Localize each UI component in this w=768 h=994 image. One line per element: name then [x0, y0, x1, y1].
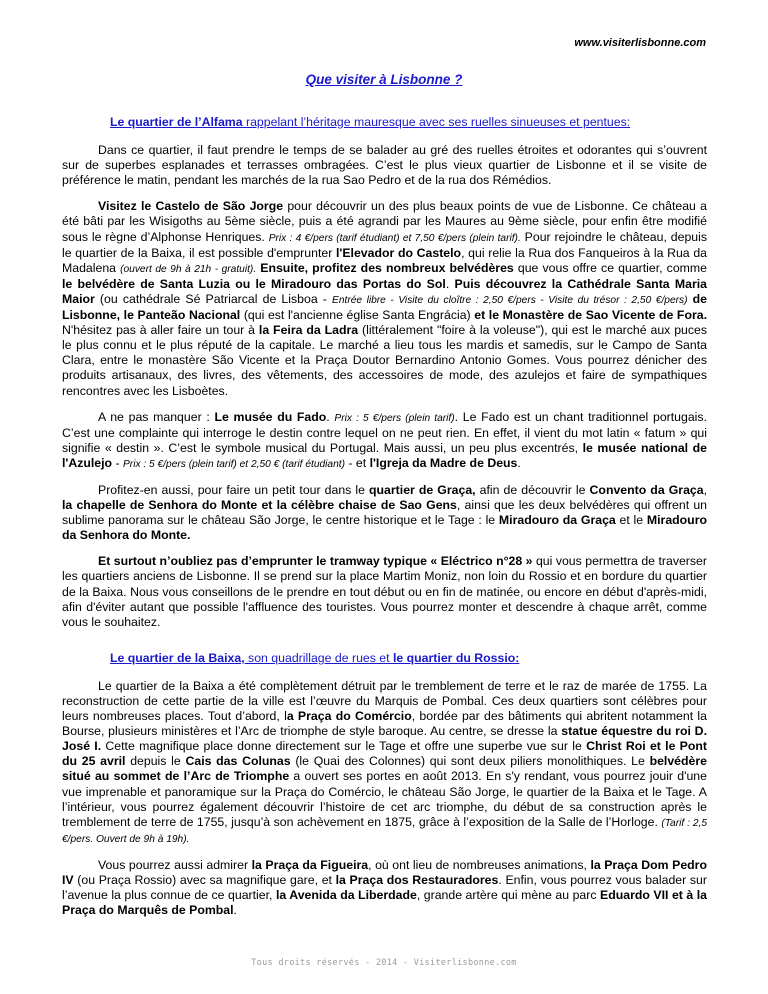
heading-bold: Le quartier de l’Alfama — [110, 115, 243, 129]
text-bold: Puis découvrez la Cathédrale Santa Maria Maior — [62, 276, 708, 306]
text-bold: Eduardo VII et à la Praça do Marquês de Pombal — [62, 888, 708, 918]
text: et le — [615, 513, 647, 528]
text: (ou cathédrale Sé Patriarcal de Lisboa - — [94, 291, 333, 306]
text: a ouvert ses portes en août 2013. En s'y rendant, vous pourrez jouir d'une vue imprenable et panoramique sur la Praça do Comércio, le château São Jorge, le quartier de la Baixa et le Tage. A l’intérieur, vous pourrez également découvrir l’histoire de cet arc triomphe, du début de sa construction après le tremblement de terre de 1755, jusqu’à son achèvement en 1875, grâce à l’exposition de la Salle de l’Horloge. — [62, 769, 707, 829]
paragraph-places — [62, 858, 707, 918]
text: pour découvrir un des plus beaux points de vue de Lisbonne. Ce château a été bâti par les Wisigoths au 5ème siècle, puis a été agrandi par les Maures au 9ème siècle, pour enfin être modifié sous le règne d’Alphonse Henriques. — [62, 199, 707, 244]
text-bold: Miradouro da Graça — [498, 513, 616, 528]
text-bold: Miradouro da Senhora do Monte. — [62, 513, 707, 543]
text: N'hésitez pas à aller faire un tour à — [62, 323, 259, 338]
heading-rest: son quadrillage de rues et — [244, 650, 393, 665]
text-bold: Convento da Graça — [589, 482, 704, 497]
text: , où ont lieu de nombreuses animations, — [368, 857, 591, 872]
text: A ne pas manquer : — [98, 409, 215, 424]
text: (le Quai des Colonnes) qui sont deux piliers monolithiques. Le — [290, 754, 650, 769]
price-note: (Tarif : 2,5 €/pers. Ouvert de 9h à 19h). — [62, 817, 707, 845]
text-bold: la Praça dos Restauradores — [335, 873, 499, 888]
text-bold: de Lisbonne, le Panteão Nacional — [62, 291, 707, 323]
price-note: Prix : 4 €/pers (tarif étudiant) et 7,50 €/pers (plein tarif). — [268, 232, 521, 244]
text-bold: belvédère situé au sommet de l’Arc de Triomphe — [62, 754, 707, 784]
text: (qui est l'ancienne église Santa Engrácia) — [240, 308, 475, 323]
text: , qui relie la Rua dos Fanqueiros à la Rua da Madalena — [62, 245, 707, 275]
text-bold: la Praça da Figueira — [251, 857, 369, 872]
text-bold: Le musée du Fado — [214, 409, 327, 424]
text: Cette magnifique place donne directement sur le Tage et offre une superbe vue sur le — [101, 739, 587, 754]
text: Profitez-en aussi, pour faire un petit tour dans le — [98, 482, 370, 497]
section-heading-alfama — [62, 115, 707, 130]
heading-bold: le quartier du Rossio: — [392, 650, 520, 665]
text: - — [112, 455, 124, 470]
paragraph-baixa — [62, 679, 707, 847]
text: Le quartier de la Baixa a été complètement détruit par le tremblement de terre et le raz de marée de 1755. La reconstruction de cette partie de la ville est l’œuvre du Marquis de Pombal. Ces deux quartiers sont célèbres pour leurs nombreuses places. Tout d’abord, l — [62, 678, 707, 724]
price-note: Prix : 5 €/pers (plein tarif) — [334, 412, 455, 424]
text: . Enfin, vous pourrez vous balader sur l’avenue la plus connue de ce quartier, — [62, 873, 707, 903]
text: . Le Fado est un chant traditionnel portugais. C’est une complainte qui interroge le destin contre lequel on ne peut rien. En effet, il vient du mot latin « fatum » qui signifie « destin ». C’est le symbole musical du Portugal. Mais aussi, un peu plus excentrés, — [62, 409, 707, 455]
paragraph-alfama-intro: Dans ce quartier, il faut prendre le temps de se balader au gré des ruelles étroites et odorantes qui s’ouvrent sur de superbes esplanades et terrasses ombragées. C’est le plus vieux quartier de Lisbonne et il se visite de préférence le matin, pendant les marchés de la rua Sao Pedro et de la rua dos Rémédios. — [62, 143, 707, 188]
text: - et — [344, 455, 370, 470]
text: , — [703, 482, 708, 497]
hours-note: (ouvert de 9h à 21h - gratuit). — [120, 263, 257, 275]
page-title: Que visiter à Lisbonne ? — [305, 72, 463, 87]
text-bold: Visitez le Castelo de São Jorge — [98, 199, 284, 214]
text: . — [445, 276, 455, 291]
paragraph-castelo — [62, 199, 707, 398]
text: depuis le — [125, 754, 186, 769]
paragraph-graca — [62, 483, 707, 543]
text-bold: la Feira da Ladra — [258, 323, 359, 338]
text: . — [233, 903, 237, 918]
document-body — [62, 115, 707, 929]
text: (littéralement "foire à la voleuse"), qui est le marché aux puces le plus connu et le plus réputé de la capitale. Le marché a lieu tous les mardis et samedis, sur le Campo de Santa Clara, entre le monastère São Vicente et la Praça Doutor Bernardino Antonio Gomes. Vous pourrez dénicher des produits artisanaux, des livres, des vêtements, des accessoires de mode, des azulejos et faire de sympathiques rencontres avec les Lisboètes. — [62, 323, 708, 398]
heading-link — [110, 115, 630, 129]
heading-link — [110, 651, 519, 665]
text-bold: la Avenida da Liberdade — [275, 888, 417, 903]
text-bold: le musée national de l'Azulejo — [62, 440, 707, 470]
paragraph-tramway — [62, 554, 707, 629]
text-bold: le belvédère de Santa Luzia ou le Miradouro das Portas do Sol — [62, 276, 446, 291]
text-bold: a Praça do Comércio — [286, 709, 412, 724]
heading-rest: rappelant l’héritage mauresque avec ses ruelles sinueuses et pentues: — [242, 115, 631, 129]
text: , grande artère qui mène au parc — [416, 888, 601, 903]
text: que vous offre ce quartier, comme — [513, 260, 707, 275]
text: , bordée par des bâtiments qui abritent notamment la Bourse, plusieurs ministères et l’Arc de triomphe de style baroque. Au centre, se dresse la — [62, 709, 707, 739]
text: afin de découvrir le — [475, 482, 590, 497]
text-bold: statue équestre du roi D. José I. — [62, 724, 707, 754]
text: Vous pourrez aussi admirer — [98, 857, 252, 872]
text-bold: et le Monastère de Sao Vicente de Fora. — [474, 308, 707, 323]
paragraph-fado — [62, 410, 707, 472]
text-bold: quartier de Graça, — [369, 482, 476, 497]
text: , ainsi que les deux belvédères qui offrent un sublime panorama sur le château São Jorge, le centre historique et le Tage : le — [62, 498, 708, 528]
price-note: Prix : 5 €/pers (plein tarif) et 2,50 € (tarif étudiant) — [123, 458, 345, 470]
text: . — [517, 455, 521, 470]
text-bold: l'Elevador do Castelo — [335, 245, 462, 260]
text-bold: Christ Roi et le Pont du 25 avril — [62, 739, 707, 769]
heading-bold: Le quartier de la Baixa, — [110, 650, 245, 665]
text: . — [326, 409, 335, 424]
price-note: Entrée libre - Visite du cloître : 2,50 €/pers - Visite du trésor : 2,50 €/pers) — [332, 294, 688, 306]
text: qui vous permettra de traverser les quartiers anciens de Lisbonne. Il se prend sur la place Martim Moniz, non loin du Rossio et en bordure du quartier de la Baixa. Nous vous conseillons de le prendre en tout début ou en fin de matinée, ou encore en début d'après-midi, afin d'éviter autant que possible l'affluence des touristes. Vous pourrez monter et descendre à chaque arrêt, comme vous le souhaitez. — [62, 554, 707, 629]
site-url-header: www.visiterlisbonne.com — [574, 37, 706, 49]
text-bold: Et surtout n’oubliez pas d’emprunter le tramway typique « Eléctrico n°28 » — [98, 554, 533, 569]
text: Pour rejoindre le château, depuis le quartier de la Baixa, il est possible d'emprunter — [62, 229, 707, 260]
text-bold: la Praça Dom Pedro IV — [62, 857, 707, 888]
text-bold: Cais das Colunas — [185, 754, 291, 769]
footer-copyright: Tous droits réservés - 2014 - Visiterlisbonne.com — [251, 958, 517, 968]
section-heading-baixa — [62, 651, 707, 666]
text: (ou Praça Rossio) avec sa magnifique gare, et — [73, 873, 336, 888]
text-bold: Ensuite, profitez des nombreux belvédères — [256, 260, 514, 275]
text-bold: la chapelle de Senhora do Monte et la célèbre chaise de Sao Gens — [62, 498, 457, 513]
text-bold: l'Igreja da Madre de Deus — [369, 455, 518, 470]
